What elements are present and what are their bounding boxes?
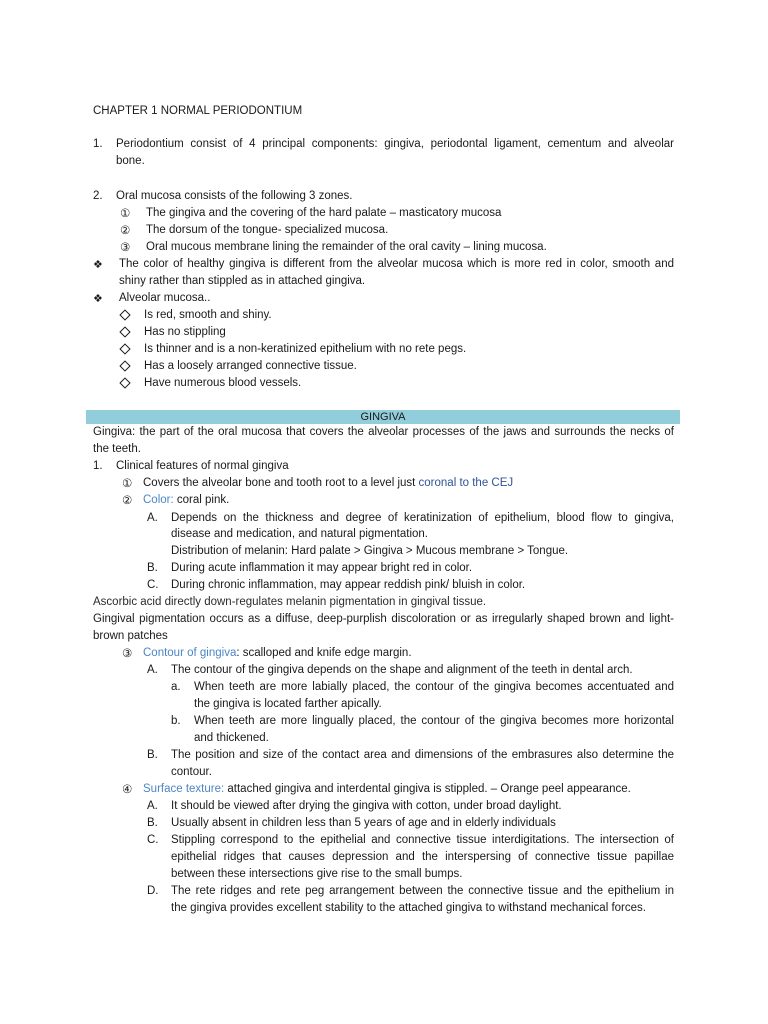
section-1-number: 1. xyxy=(93,138,103,150)
alveolar-mucosa-heading: Alveolar mucosa.. xyxy=(119,292,211,304)
gingiva-definition-line-1: Gingiva: the part of the oral mucosa that covers the alveolar processes of the jaws and surrounds the necks of xyxy=(93,426,674,438)
cej-highlight: coronal to the CEJ xyxy=(418,477,514,489)
contour-label: Contour of gingiva xyxy=(143,647,237,659)
zone-marker-2: ② xyxy=(120,223,131,237)
zone-marker-3: ③ xyxy=(120,240,131,254)
section-2-intro: Oral mucosa consists of the following 3 zones. xyxy=(116,190,353,202)
texture-point-d-line-2: the gingiva provides excellent stability to the attached gingiva to withstand mechanical forces. xyxy=(171,902,646,914)
feature-marker-2: ② xyxy=(122,493,133,507)
clinical-title: Clinical features of normal gingiva xyxy=(116,460,289,472)
color-note-line-1: The color of healthy gingiva is different from the alveolar mucosa which is more red in color, smooth and xyxy=(119,258,674,270)
alveolar-item-1: Is red, smooth and shiny. xyxy=(144,309,272,321)
color-point-a-line-3: Distribution of melanin: Hard palate > Gingiva > Mucous membrane > Tongue. xyxy=(171,545,569,557)
diamond-bullet-icon xyxy=(119,360,130,371)
texture-point-c-letter: C. xyxy=(147,834,159,846)
chapter-title: CHAPTER 1 NORMAL PERIODONTIUM xyxy=(93,105,303,117)
color-point-b-letter: B. xyxy=(147,562,158,574)
section-2-number: 2. xyxy=(93,190,103,202)
contour-sub-b-line-1: When teeth are more lingually placed, the contour of the gingiva becomes more horizontal xyxy=(194,715,674,727)
contour-point-b-line-2: contour. xyxy=(171,766,212,778)
bullet-icon: ❖ xyxy=(93,292,103,305)
texture-point-c-line-2: epithelial ridges that causes depression and the interspersing of connective tissue papillae xyxy=(171,851,674,863)
color-point-a-line-1: Depends on the thickness and degree of keratinization of epithelium, blood flow to gingiva, xyxy=(171,512,674,524)
diamond-bullet-icon xyxy=(119,326,130,337)
section-banner xyxy=(86,410,680,424)
contour-text: : scalloped and knife edge margin. xyxy=(236,647,412,659)
contour-sub-a-letter: a. xyxy=(171,681,181,693)
color-point-c-letter: C. xyxy=(147,579,159,591)
color-point-a-line-2: disease and medication, and natural pigmentation. xyxy=(171,528,429,540)
zone-item-3: Oral mucous membrane lining the remainder of the oral cavity – lining mucosa. xyxy=(146,241,547,253)
feature-item-2 xyxy=(143,492,229,509)
feature-marker-3: ③ xyxy=(122,646,133,660)
pigmentation-line-1: Gingival pigmentation occurs as a diffuse, deep-purplish discoloration or as irregularly shaped brown and light- xyxy=(93,613,674,625)
contour-point-a-letter: A. xyxy=(147,664,158,676)
texture-point-a: It should be viewed after drying the gingiva with cotton, under broad daylight. xyxy=(171,800,562,812)
ascorbic-note: Ascorbic acid directly down-regulates melanin pigmentation in gingival tissue. xyxy=(93,596,487,608)
diamond-bullet-icon xyxy=(119,309,130,320)
gingiva-definition-line-2: the teeth. xyxy=(93,443,141,455)
texture-point-b-letter: B. xyxy=(147,817,158,829)
alveolar-item-4: Has a loosely arranged connective tissue. xyxy=(144,360,357,372)
contour-sub-a-line-1: When teeth are more labially placed, the contour of the gingiva becomes accentuated and xyxy=(194,681,674,693)
color-label: Color: xyxy=(143,494,174,506)
diamond-bullet-icon xyxy=(119,377,130,388)
section-1-line-1: Periodontium consist of 4 principal components: gingiva, periodontal ligament, cementum and alveolar xyxy=(116,138,674,150)
feature-item-4 xyxy=(143,781,631,798)
clinical-number: 1. xyxy=(93,460,103,472)
contour-sub-b-line-2: and thickened. xyxy=(194,732,269,744)
alveolar-item-3: Is thinner and is a non-keratinized epithelium with no rete pegs. xyxy=(144,343,467,355)
texture-point-c-line-3: between these intersections give rise to the small bumps. xyxy=(171,868,463,880)
alveolar-item-2: Has no stippling xyxy=(144,326,226,338)
texture-label: Surface texture: xyxy=(143,783,225,795)
banner-title: GINGIVA xyxy=(360,411,406,423)
texture-point-d-line-1: The rete ridges and rete peg arrangement between the connective tissue and the epithelium in xyxy=(171,885,674,897)
contour-point-b-line-1: The position and size of the contact area and dimensions of the embrasures also determine the xyxy=(171,749,674,761)
color-note-line-2: shiny rather than stippled as in attached gingiva. xyxy=(119,275,366,287)
texture-point-a-letter: A. xyxy=(147,800,158,812)
contour-point-a: The contour of the gingiva depends on the shape and alignment of the teeth in dental arch. xyxy=(171,664,633,676)
zone-marker-1: ① xyxy=(120,206,131,220)
feature-item-1 xyxy=(143,475,513,492)
contour-sub-a-line-2: the gingiva is located farther apically. xyxy=(194,698,382,710)
texture-point-b: Usually absent in children less than 5 years of age and in elderly individuals xyxy=(171,817,556,829)
color-point-b: During acute inflammation it may appear bright red in color. xyxy=(171,562,473,574)
zone-item-2: The dorsum of the tongue- specialized mucosa. xyxy=(146,224,389,236)
zone-item-1: The gingiva and the covering of the hard palate – masticatory mucosa xyxy=(146,207,502,219)
texture-point-d-letter: D. xyxy=(147,885,159,897)
feature-marker-4: ④ xyxy=(122,782,133,796)
feature-item-1-text: Covers the alveolar bone and tooth root to a level just xyxy=(143,477,419,489)
feature-marker-1: ① xyxy=(122,476,133,490)
texture-text: attached gingiva and interdental gingiva is stippled. – Orange peel appearance. xyxy=(224,783,631,795)
contour-sub-b-letter: b. xyxy=(171,715,181,727)
color-text: coral pink. xyxy=(173,494,230,506)
section-1-line-2: bone. xyxy=(116,155,145,167)
diamond-bullet-icon xyxy=(119,343,130,354)
feature-item-3 xyxy=(143,645,412,662)
texture-point-c-line-1: Stippling correspond to the epithelial and connective tissue interdigitations. The intersection of xyxy=(171,834,674,846)
color-point-a-letter: A. xyxy=(147,512,158,524)
bullet-icon: ❖ xyxy=(93,258,103,271)
color-point-c: During chronic inflammation, may appear reddish pink/ bluish in color. xyxy=(171,579,526,591)
alveolar-item-5: Have numerous blood vessels. xyxy=(144,377,302,389)
pigmentation-line-2: brown patches xyxy=(93,630,168,642)
contour-point-b-letter: B. xyxy=(147,749,158,761)
